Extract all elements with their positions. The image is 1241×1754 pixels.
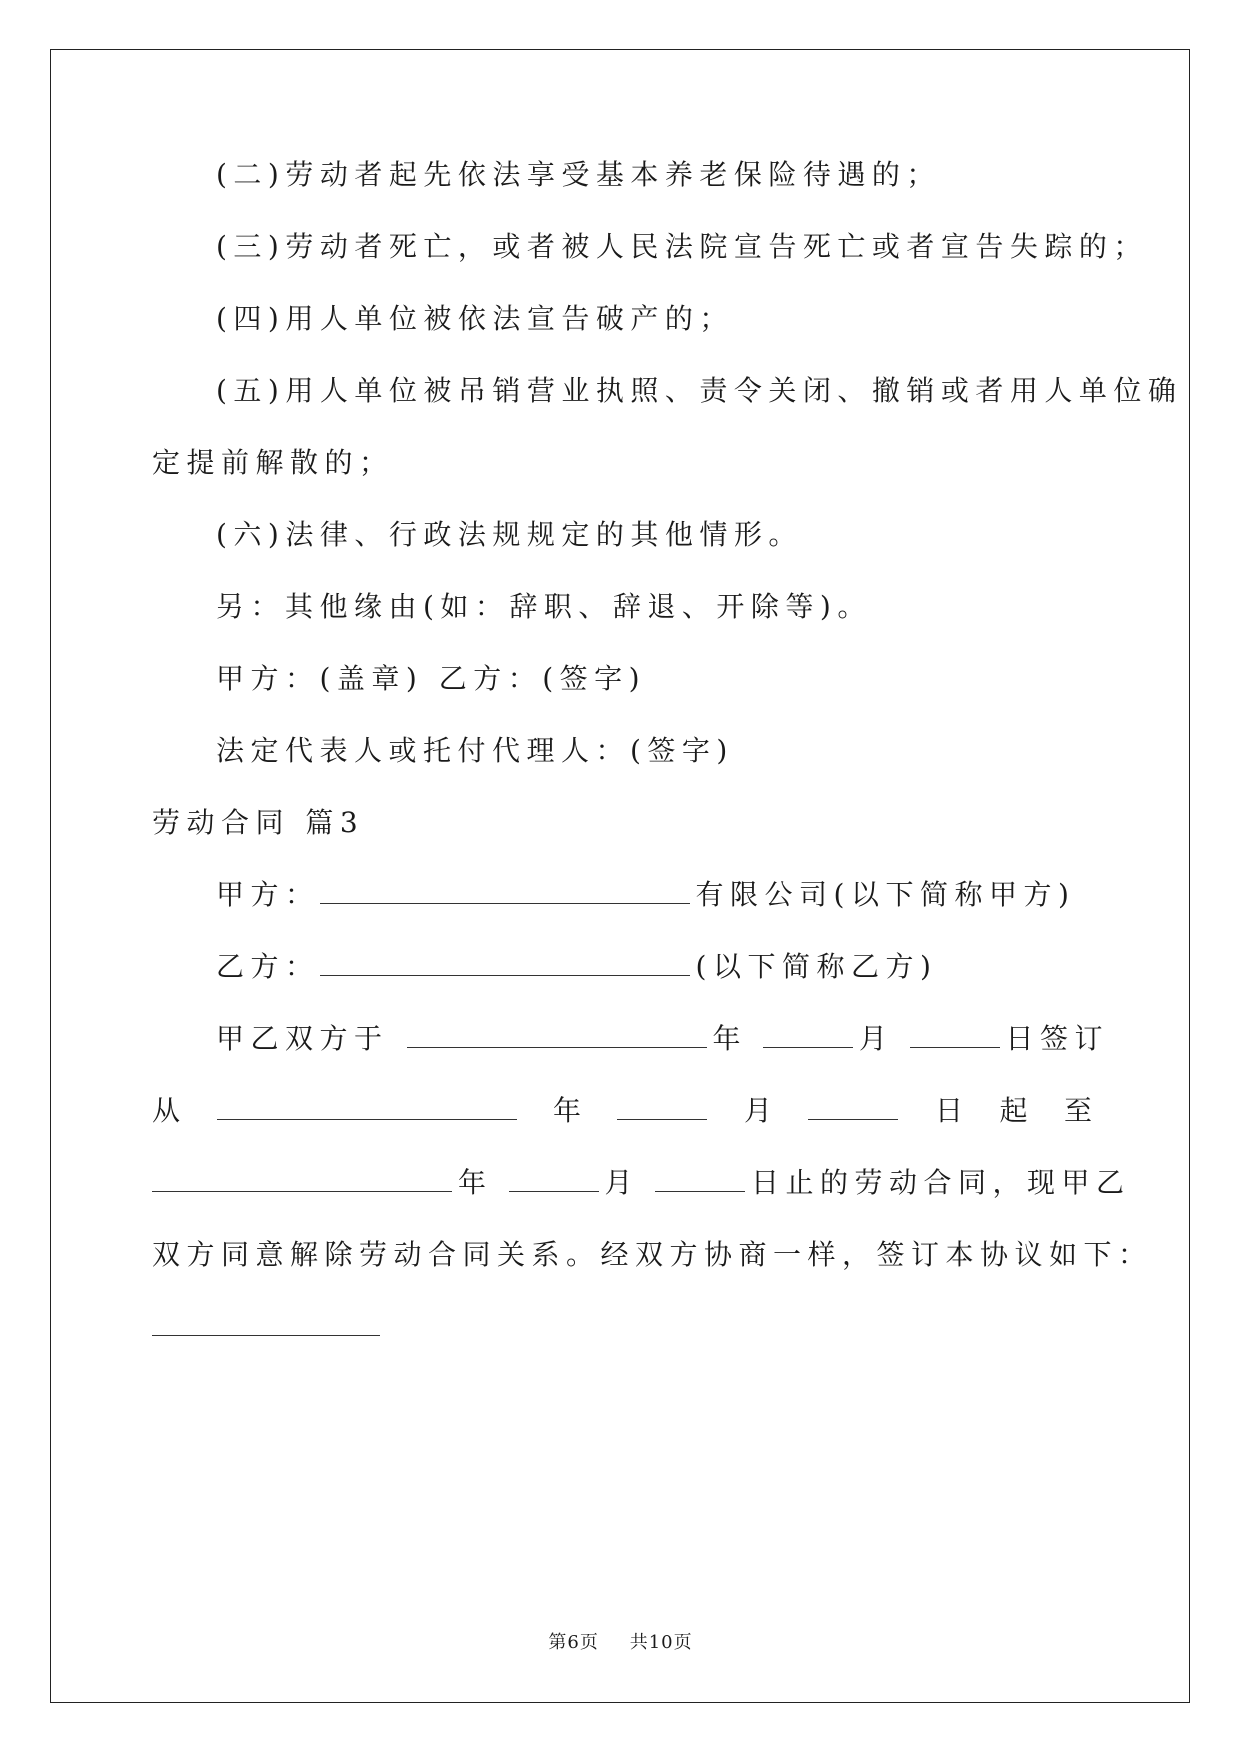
clause-2: (二)劳动者起先依法享受基本养老保险待遇的； [216, 158, 941, 191]
agreement-line: 双方同意解除劳动合同关系。经双方协商一样，签订本协议如下： [152, 1238, 1153, 1271]
from-zhi: 至 [1063, 1094, 1092, 1127]
from-label: 从 [152, 1094, 181, 1127]
signing-month-blank [763, 1021, 853, 1048]
clause-5: (五)用人单位被吊销营业执照、责令关闭、撤销或者用人单位确 [216, 374, 1183, 407]
signing-day: 日签订 [1005, 1022, 1110, 1055]
clause-5-continued: 定提前解散的； [152, 446, 394, 479]
signing-year: 年 [712, 1022, 748, 1055]
from-day: 日 [934, 1094, 963, 1127]
until-month: 月 [604, 1166, 640, 1199]
party-a-blank [320, 877, 690, 904]
total-pages: 共10页 [629, 1632, 693, 1653]
until-day-blank [655, 1165, 745, 1192]
party-b-label: 乙方： [216, 950, 320, 983]
from-year: 年 [552, 1094, 581, 1127]
party-b-blank [320, 949, 690, 976]
clause-4: (四)用人单位被依法宣告破产的； [216, 302, 734, 335]
section-heading: 劳动合同 篇3 [152, 806, 365, 839]
party-a-line [216, 875, 1156, 915]
signing-date-line [216, 1019, 1156, 1059]
until-year: 年 [458, 1166, 493, 1199]
agreement-blank [152, 1309, 380, 1336]
from-year-blank [217, 1093, 517, 1120]
party-b-suffix: (以下简称乙方) [695, 950, 938, 983]
other-reasons: 另：其他缘由(如：辞职、辞退、开除等)。 [216, 590, 872, 623]
page-footer [0, 1628, 1241, 1654]
until-month-blank [509, 1165, 599, 1192]
from-qi: 起 [999, 1094, 1028, 1127]
from-date-line [152, 1091, 1092, 1131]
clause-3: (三)劳动者死亡，或者被人民法院宣告死亡或者宣告失踪的； [216, 230, 1148, 263]
party-b-line [216, 947, 1156, 987]
clause-6: (六)法律、行政法规规定的其他情形。 [216, 518, 803, 551]
until-rest: 日止的劳动合同，现甲乙 [751, 1166, 1131, 1199]
from-day-blank [808, 1093, 898, 1120]
legal-representative: 法定代表人或托付代理人：(签字) [216, 734, 734, 767]
page-number: 第6页 [548, 1632, 599, 1653]
from-month-blank [617, 1093, 707, 1120]
until-year-blank [152, 1165, 452, 1192]
from-month: 月 [743, 1094, 772, 1127]
party-a-label: 甲方： [216, 878, 320, 911]
until-date-line [152, 1163, 1131, 1203]
signing-day-blank [910, 1021, 1000, 1048]
signature-parties: 甲方：(盖章) 乙方：(签字) [216, 662, 647, 695]
agreement-blank-line [152, 1307, 1092, 1347]
party-a-suffix: 有限公司(以下简称甲方) [695, 878, 1076, 911]
signing-year-blank [407, 1021, 707, 1048]
signing-month: 月 [859, 1022, 894, 1055]
signing-prefix: 甲乙双方于 [216, 1022, 389, 1055]
